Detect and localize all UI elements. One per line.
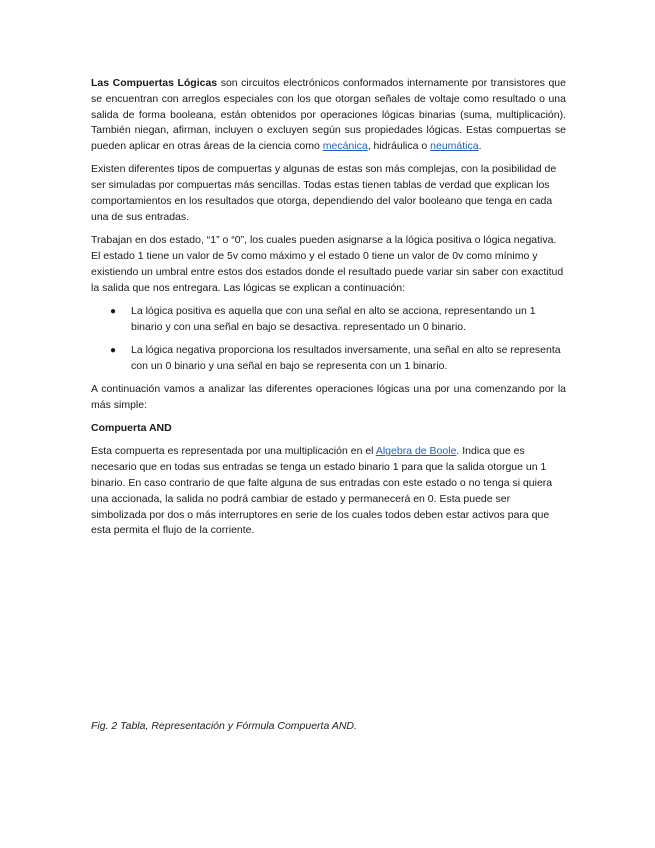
logic-list [91, 304, 566, 375]
intro-text-a: son circuitos electrónicos conformados internamente por transistores que se encuentran con arreglos especiales con los que otorgan señales de voltaje como resultado o una salida de forma booleana, están obtenidos por operaciones lógicas binarias (suma, multiplicación). También niegan, afirman, incluyen o excluyen según sus propiedades lógicas. Estas compuertas se pueden aplicar en otras áreas de la ciencia como [91, 77, 566, 153]
and-text-b: . Indica que es necesario que en todas sus entradas se tenga un estado binario 1 para que la salida otorgue un 1 binario. En caso contrario de que falte alguna de sus entradas con este estado o no tenga si quiera una accionada, la salida no podrá cambiar de estado y permanecerá en 0. Esta puede ser simbolizada por dos o más interruptores en serie de los cuales todos deben estar activos para que esta permita el flujo de la corriente. [91, 445, 553, 537]
list-item-text: La lógica positiva es aquella que con una señal en alto se acciona, representando un 1 binario y con una señal en bajo se desactiva. representado un 0 binario. [131, 304, 536, 333]
figure-caption: Fig. 2 Tabla, Representación y Fórmula Compuerta AND. [91, 720, 357, 732]
bullet-icon: ● [110, 344, 117, 356]
paragraph-intro [91, 76, 566, 155]
paragraph-next: A continuación vamos a analizar las diferentes operaciones lógicas una por una comenzando por la más simple: [91, 383, 566, 411]
paragraph-states: Trabajan en dos estado, “1” o “0”, los cuales pueden asignarse a la lógica positiva o lógica negativa. El estado 1 tiene un valor de 5v como máximo y el estado 0 tiene un valor de 0v como mínimo y existiendo un umbral entre estos dos estados donde el resultado puede variar sin saber con exactitud la salida que nos entregara. Las lógicas se explican a continuación: [91, 234, 564, 294]
link-neumatica[interactable]: neumática [430, 140, 479, 153]
document-body [91, 76, 566, 547]
list-item-text: La lógica negativa proporciona los resultados inversamente, una señal en alto se representa con un 0 binario y una señal en bajo se representa con un 1 binario. [131, 343, 561, 372]
list-item [91, 304, 566, 336]
paragraph-and [91, 444, 566, 539]
intro-text-b: , hidráulica o [367, 140, 431, 153]
paragraph-types: Existen diferentes tipos de compuertas y algunas de estas son más complejas, con la posibilidad de ser simuladas por compuertas más sencillas. Todas estas tienen tablas de verdad que explican los comportamientos en los resultados que otorga, dependiendo del valor booleano que tenga en cada una de sus entradas. [91, 163, 557, 223]
section-heading: Compuerta AND [91, 422, 172, 435]
list-item [91, 343, 566, 375]
bullet-icon: ● [110, 305, 117, 317]
intro-text-c: . [478, 140, 482, 153]
and-text-a: Esta compuerta es representada por una multiplicación en el [91, 445, 376, 458]
intro-bold-term: Las Compuertas Lógicas [91, 77, 218, 89]
link-algebra-boole[interactable]: Algebra de Boole [375, 445, 457, 458]
link-mecanica[interactable]: mecánica [322, 140, 368, 153]
